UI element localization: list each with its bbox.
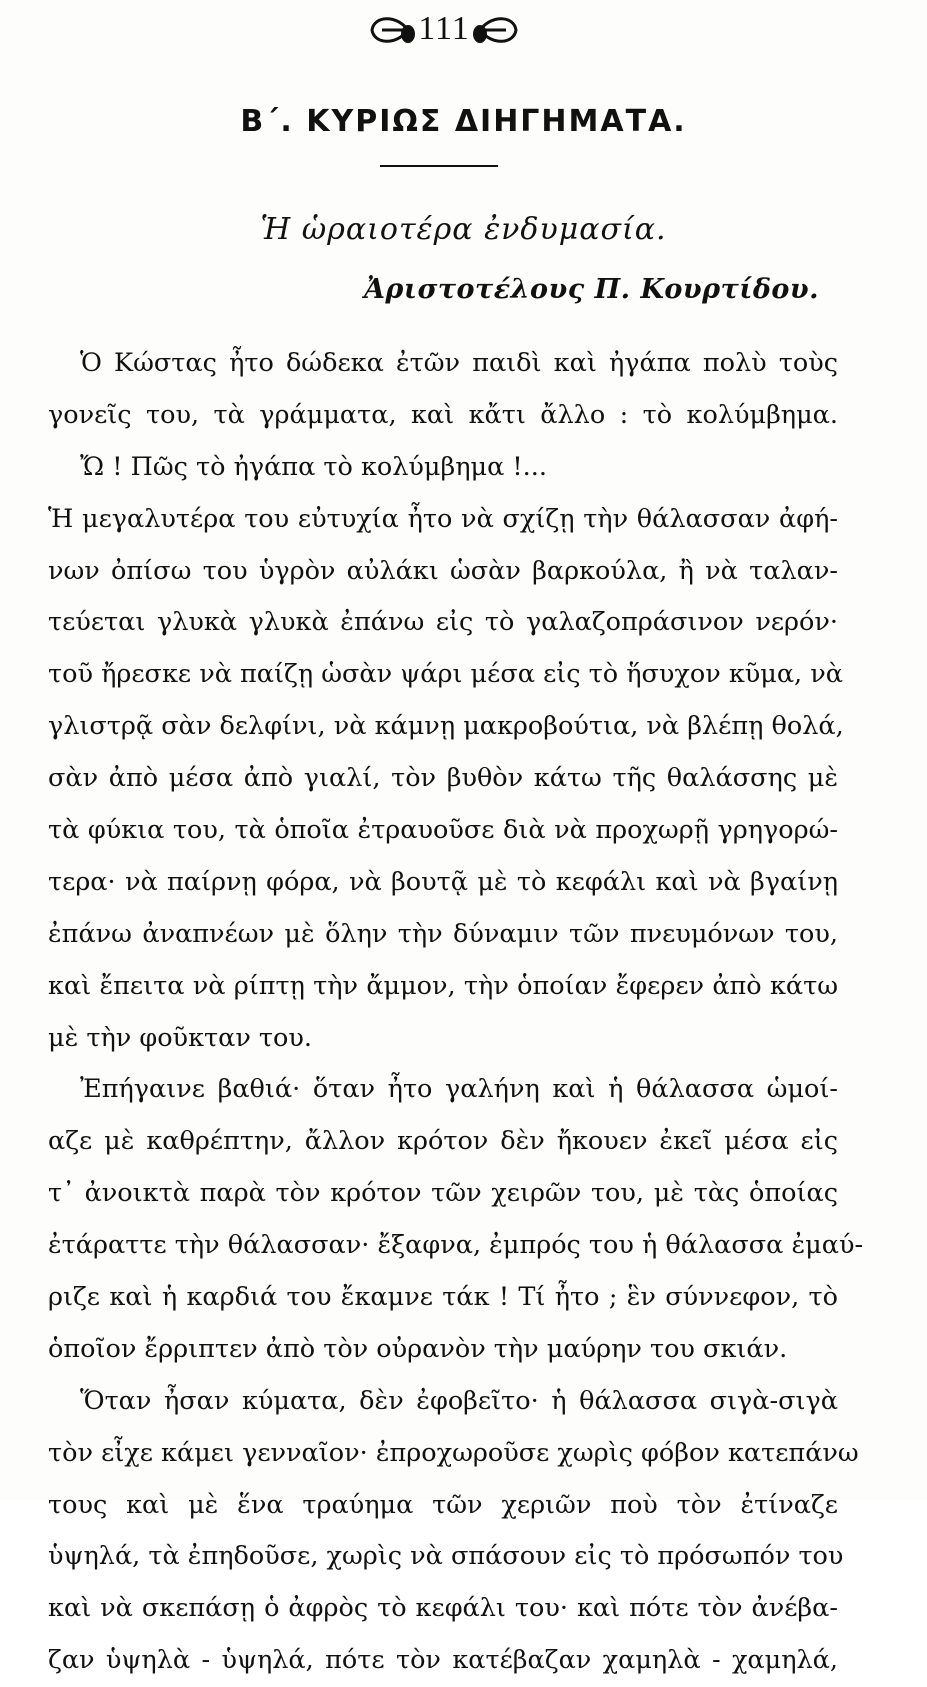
- text-line: νων ὀπίσω του ὑγρὸν αὐλάκι ὡσὰν βαρκούλα, ἢ νὰ ταλαν-: [48, 555, 838, 586]
- text-line: γλιστρᾷ σὰν δελφίνι, νὰ κάμνῃ μακροβούτια, νὰ βλέπῃ θολά,: [48, 711, 844, 742]
- section-heading: Β΄. ΚΥΡΙΩΣ ΔΙΗΓΗΜΑΤΑ.: [240, 104, 687, 139]
- text-line: Ἡ μεγαλυτέρα του εὐτυχία ἦτο νὰ σχίζῃ τὴν θάλασσαν ἀφή-: [48, 503, 838, 534]
- text-line: τεύεται γλυκὰ γλυκὰ ἐπάνω εἰς τὸ γαλαζοπράσινον νερόν·: [48, 607, 838, 638]
- text-line: ὑψηλά, τὰ ἐπηδοῦσε, χωρὶς νὰ σπάσουν εἰς τὸ πρόσωπόν του: [48, 1541, 844, 1572]
- text-line: ριζε καὶ ἡ καρδιά του ἔκαμνε τάκ ! Τί ἦτο ; ἓν σύννεφον, τὸ: [48, 1282, 838, 1313]
- text-line: ἐτάραττε τὴν θάλασσαν· ἔξαφνα, ἐμπρός του ἡ θάλασσα ἐμαύ-: [48, 1230, 864, 1261]
- text-line: σὰν ἀπὸ μέσα ἀπὸ γιαλί, τὸν βυθὸν κάτω τῆς θαλάσσης μὲ: [48, 763, 838, 794]
- text-line: γονεῖς του, τὰ γράμματα, καὶ κἄτι ἄλλο : τὸ κολύμβημα.: [48, 399, 838, 430]
- page-number-ornament: [368, 6, 520, 54]
- text-line: τὰ φύκια του, τὰ ὁποῖα ἐτραυοῦσε διὰ νὰ προχωρῇ γρηγορώ-: [48, 815, 838, 846]
- text-line: καὶ ἔπειτα νὰ ρίπτῃ τὴν ἄμμον, τὴν ὁποίαν ἔφερεν ἀπὸ κάτω: [48, 970, 838, 1001]
- text-line: τοῦ ἤρεσκε νὰ παίζῃ ὡσὰν ψάρι μέσα εἰς τὸ ἥσυχον κῦμα, νὰ: [48, 659, 843, 690]
- text-line: Ἐπήγαινε βαθιά· ὅταν ἦτο γαλήνη καὶ ἡ θάλασσα ὡμοί-: [80, 1074, 838, 1105]
- text-line: μὲ τὴν φοῦκταν του.: [48, 1022, 313, 1053]
- text-line: τὸν εἶχε κάμει γενναῖον· ἐπροχωροῦσε χωρὶς φόβον κατεπάνω: [48, 1437, 859, 1468]
- story-title: Ἡ ὡραιοτέρα ἐνδυμασία.: [260, 212, 667, 247]
- text-line: ζαν ὑψηλὰ - ὑψηλά, πότε τὸν κατέβαζαν χαμηλὰ - χαμηλά,: [48, 1645, 838, 1676]
- text-line: τ᾿ ἀνοικτὰ παρὰ τὸν κρότον τῶν χειρῶν του, μὲ τὰς ὁποίας: [48, 1178, 838, 1209]
- text-line: τους καὶ μὲ ἕνα τραύημα τῶν χεριῶν ποὺ τὸν ἐτίναζε: [48, 1489, 838, 1520]
- text-line: τερα· νὰ παίρνῃ φόρα, νὰ βουτᾷ μὲ τὸ κεφάλι καὶ νὰ βγαίνῃ: [48, 866, 838, 897]
- text-line: αζε μὲ καθρέπτην, ἄλλον κρότον δὲν ἤκουεν ἐκεῖ μέσα εἰς: [48, 1126, 838, 1157]
- text-line: Ὁ Κώστας ἦτο δώδεκα ἐτῶν παιδὶ καὶ ἠγάπα πολὺ τοὺς: [80, 348, 838, 378]
- heading-divider: [380, 165, 498, 167]
- text-line: ὁποῖον ἔρριπτεν ἀπὸ τὸν οὐρανὸν τὴν μαύρην του σκιάν.: [48, 1333, 788, 1364]
- text-line: Ὤ ! Πῶς τὸ ἠγάπα τὸ κολύμβημα !...: [80, 451, 547, 482]
- text-line: Ὅταν ἦσαν κύματα, δὲν ἐφοβεῖτο· ἡ θάλασσα σιγὰ-σιγὰ: [80, 1385, 838, 1416]
- story-body: [48, 338, 864, 1687]
- page-number: 111: [418, 10, 470, 47]
- text-line: ἐπάνω ἀναπνέων μὲ ὅλην τὴν δύναμιν τῶν πνευμόνων του,: [48, 918, 838, 949]
- text-line: καὶ νὰ σκεπάσῃ ὁ ἀφρὸς τὸ κεφάλι του· καὶ πότε τὸν ἀνέβα-: [48, 1593, 838, 1624]
- story-author: Ἀριστοτέλους Π. Κουρτίδου.: [363, 274, 819, 305]
